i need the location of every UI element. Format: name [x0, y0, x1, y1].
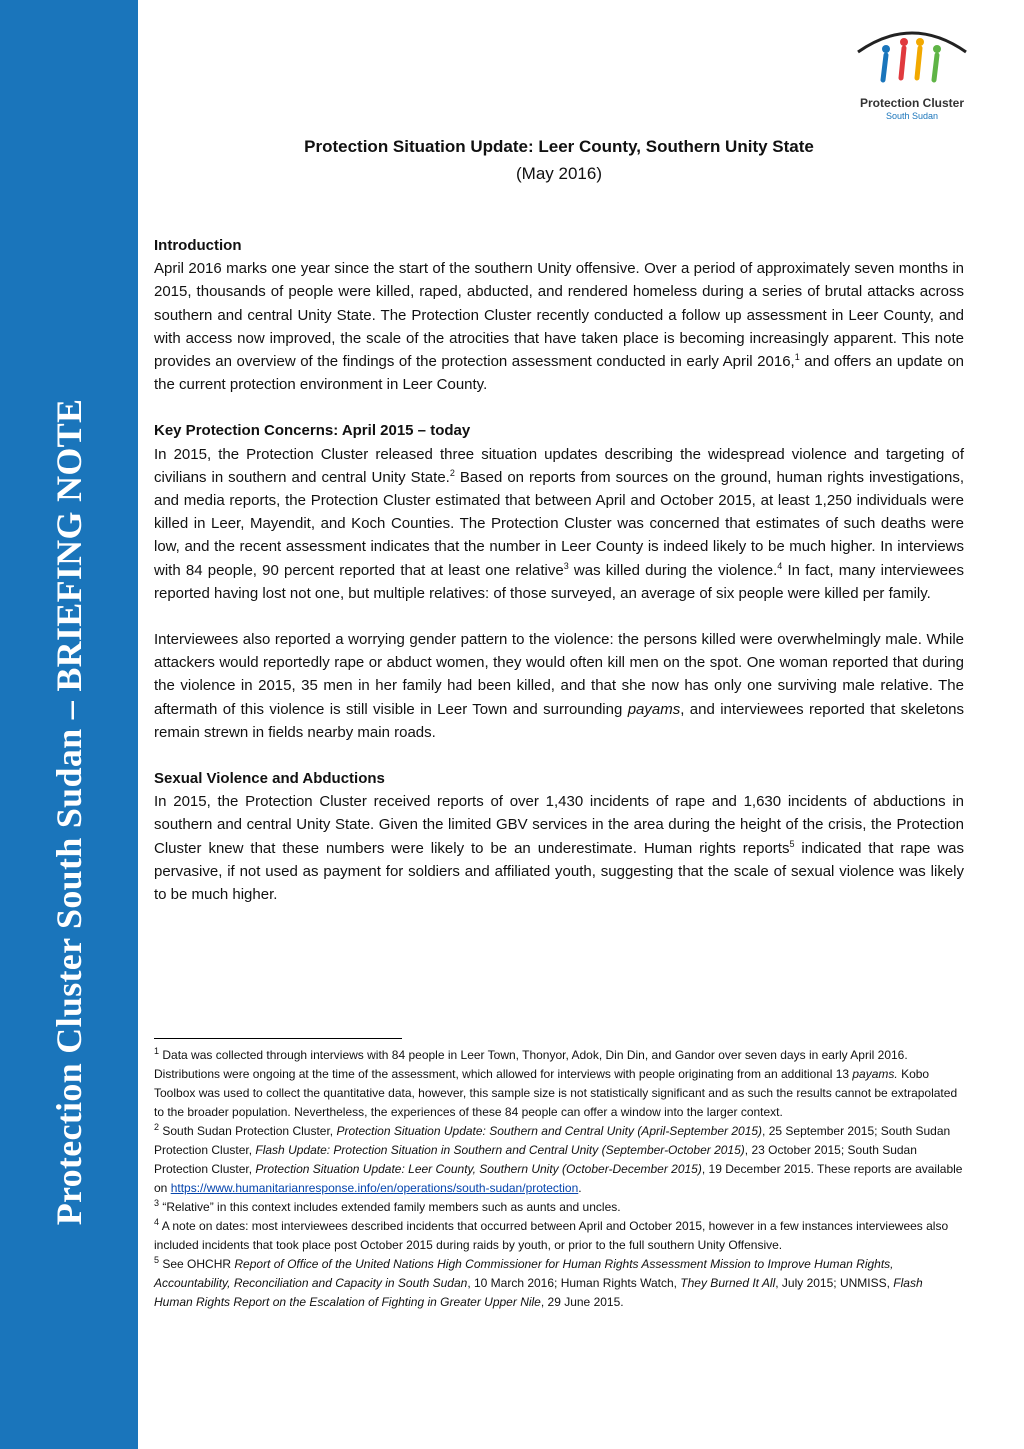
footnote-1: $^1$ Data was collected through interviews with 84 people in Leer Town, Thonyor, Adok, Din Din, and Gandor over seven days in early April 2016. Distributions were ongoing at the time of the assessment, which allowed for interviews with people originating from an additional 13 payams. Kobo Toolbox was used to collect the quantitative data, however, this sample size is not statistically significant and as such the results cannot be extrapolated to the broader population. Nevertheless, the experiences of these 84 people can offer a window into the larger context. — [154, 1046, 958, 1119]
protection-reports-link[interactable]: https://www.humanitarianresponse.info/en/operations/south-sudan/protection — [170, 1181, 579, 1195]
footnote-4: $^4$ A note on dates: most interviewees described incidents that occurred between April and October 2015, however in a few instances interviewees also included incidents that took place post October 2015 during raids by youth, or prior to the full southern Unity Offensive. — [154, 1217, 949, 1252]
sidebar-banner — [0, 0, 138, 1449]
footnote-ref-4[interactable]: 4 — [777, 560, 783, 571]
footnote-ref-2[interactable]: 2 — [449, 467, 455, 478]
protection-cluster-logo — [852, 22, 972, 126]
sexual-violence-paragraph: In 2015, the Protection Cluster received reports of over 1,430 incidents of rape and 1,630 incidents of abductions in southern and central Unity State. Given the limited GBV services in the area during the height of the crisis, the Protection Cluster knew that these numbers were likely to be an underestimate. Human rights reports$^5$ indicated that rape was pervasive, if not used as payment for soldiers and affiliated youth, suggesting that the scale of sexual violence was likely to be much higher. — [154, 793, 964, 904]
footnote-ref-1[interactable]: 1 — [794, 352, 800, 363]
footnote-3: $^3$ “Relative” in this context includes extended family members such as aunts and uncles. — [154, 1198, 621, 1214]
document-date: (May 2016) — [516, 164, 602, 183]
key-concerns-paragraph-2: Interviewees also reported a worrying gender pattern to the violence: the persons killed were overwhelmingly male. While attackers would reportedly rape or abduct women, they would often kill men on the spot. One woman reported that during the violence in 2015, 35 men in her family had been killed, and that she now has only one surviving male relative. The aftermath of this violence is still visible in Leer Town and surrounding payams, and interviewees reported that skeletons remain strewn in fields nearby main roads. — [154, 631, 964, 741]
intro-paragraph: April 2016 marks one year since the start of the southern Unity offensive. Over a period of approximately seven months in 2015, thousands of people were killed, raped, abducted, and rendered homeless during a series of brutal attacks across southern and central Unity State. The Protection Cluster recently conducted a follow up assessment in Leer County, and with access now improved, the scale of the atrocities that have taken place is becoming increasingly apparent. This note provides an overview of the findings of the protection assessment conducted in early April 2016,$^1$ and offers an update on the current protection environment in Leer County. — [154, 260, 964, 394]
footnote-2: $^2$ South Sudan Protection Cluster, Protection Situation Update: Southern and Central Unity (April-September 2015), 25 September 2015; South Sudan Protection Cluster, Flash Update: Protection Situation in Southern and Central Unity (September-October 2015), 23 October 2015; South Sudan Protection Cluster, Protection Situation Update: Leer County, Southern Unity (October-December 2015), 19 December 2015. These reports are available on https://www.humanitarianresponse.info/en/operations/south-sudan/protection. — [154, 1122, 963, 1195]
section-heading-sexual-violence: Sexual Violence and Abductions — [154, 770, 385, 788]
key-concerns-paragraph-1: In 2015, the Protection Cluster released three situation updates describing the widespread violence and targeting of civilians in southern and central Unity State.$^2$ Based on reports from sources on the ground, human rights investigations, and media reports, the Protection Cluster estimated that between April and October 2015, at least 1,250 individuals were killed in Leer, Mayendit, and Koch Counties. The Protection Cluster was concerned that estimates of such deaths were low, and the recent assessment indicates that the number in Leer County is indeed likely to be much higher. In interviews with 84 people, 90 percent reported that at least one relative$^3$ was killed during the violence.$^4$ In fact, many interviewees reported having lost not one, but multiple relatives: of those surveyed, an average of six people were killed per family. — [154, 445, 964, 602]
footnote-ref-5[interactable]: 5 — [789, 838, 795, 849]
footnote-divider — [154, 1038, 402, 1039]
logo-figures-icon — [852, 22, 972, 96]
logo-subtitle: South Sudan — [885, 111, 939, 121]
document-title: Protection Situation Update: Leer County, Southern Unity State — [304, 137, 814, 156]
section-heading-key-concerns: Key Protection Concerns: April 2015 – today — [154, 422, 471, 440]
logo-title: Protection Cluster — [859, 96, 964, 110]
footnotes — [154, 1046, 964, 1312]
document-body — [154, 234, 964, 906]
section-heading-introduction: Introduction — [154, 237, 242, 254]
footnote-ref-3[interactable]: 3 — [563, 560, 569, 571]
sidebar-title: Protection Cluster South Sudan – BRIEFING NOTE — [49, 398, 89, 1226]
footnote-5: $^5$ See OHCHR Report of Office of the United Nations High Commissioner for Human Rights Assessment Mission to Improve Human Rights, Accountability, Reconciliation and Capacity in South Sudan, 10 March 2016; Human Rights Watch, They Burned It All, July 2015; UNMISS, Flash Human Rights Report on the Escalation of Fighting in Greater Upper Nile, 29 June 2015. — [154, 1255, 923, 1309]
